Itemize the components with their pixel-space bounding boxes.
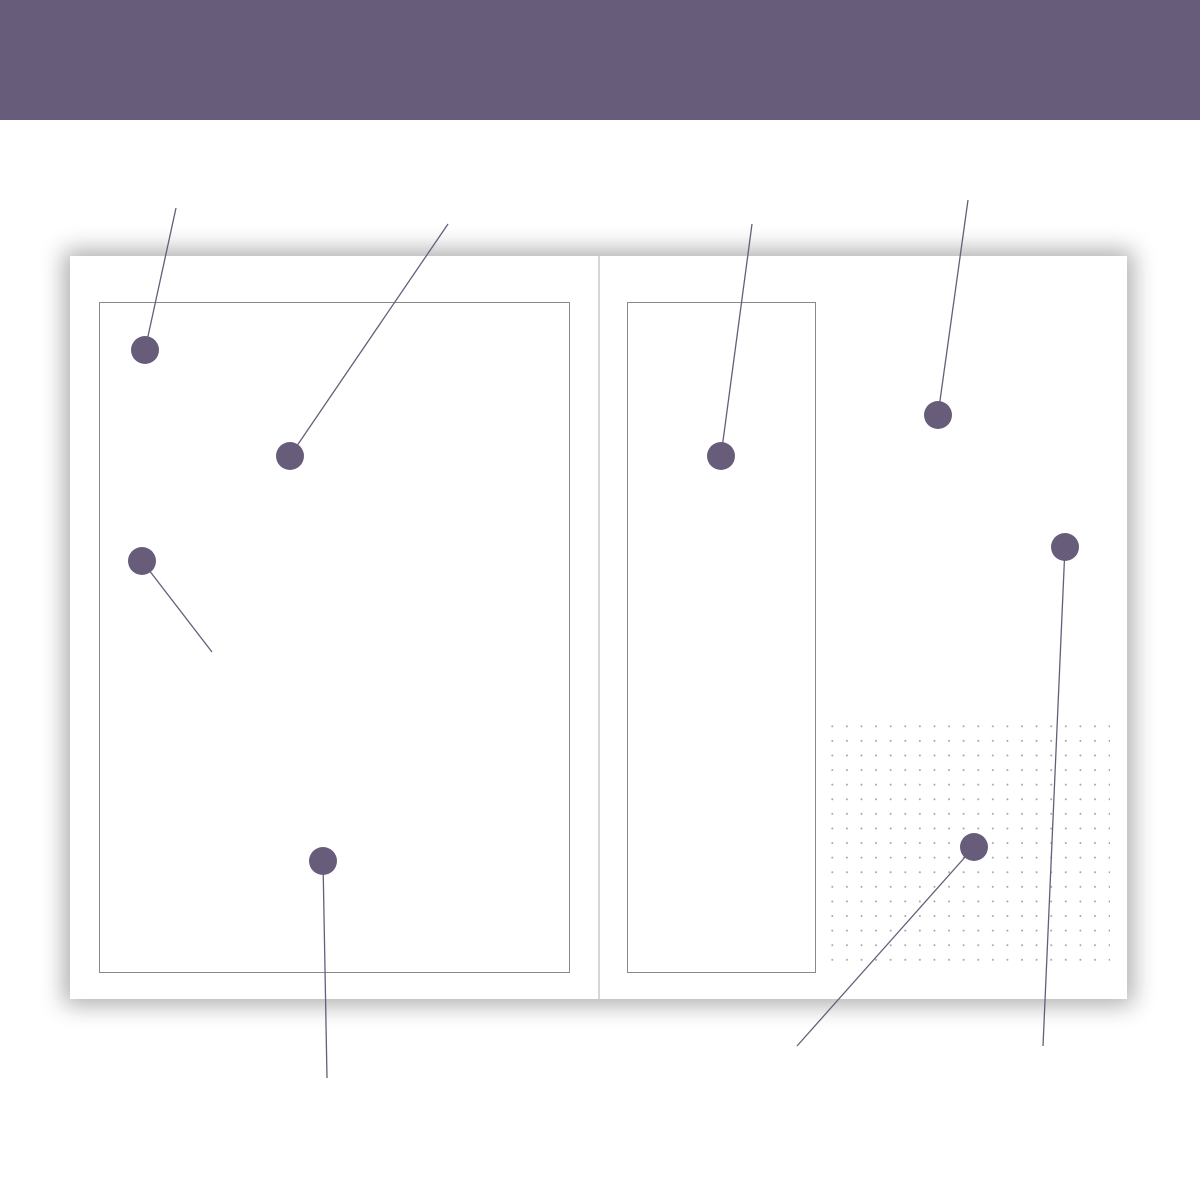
weekday-grid: [99, 302, 570, 973]
planner-spread: [70, 256, 1127, 999]
title-banner: [0, 0, 1200, 120]
weekend-grid: [627, 302, 816, 973]
dot-grid-area: [825, 719, 1110, 972]
page-gutter: [598, 256, 600, 999]
